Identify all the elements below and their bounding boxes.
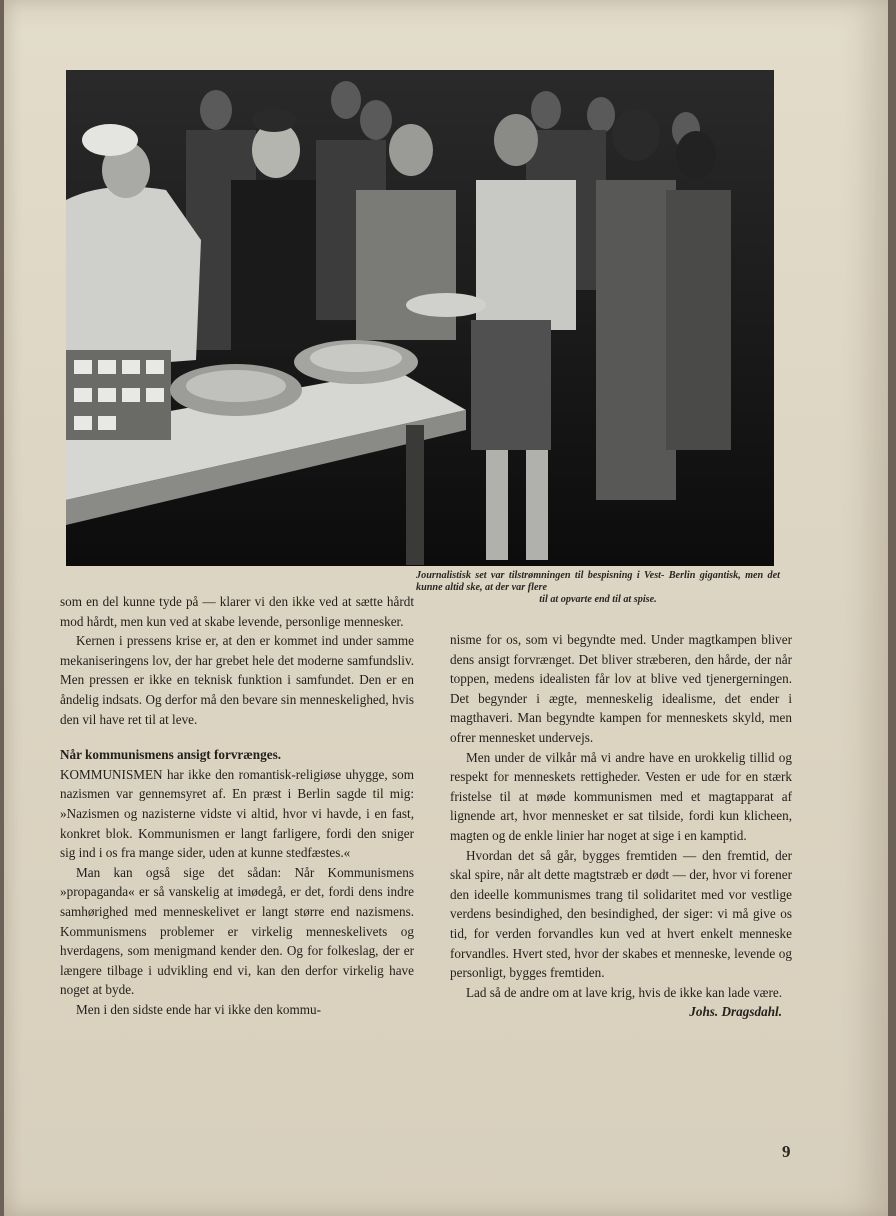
right-paragraph-4: Lad så de andre om at lave krig, hvis de ikke kan lade være.	[466, 984, 783, 1000]
left-paragraph-2: Kernen i pressens krise er, at den er kommet ind under samme mekaniseringens lov, der har grebet hele det moderne samfundsliv. Men pressen er ikke en teknisk funktion i samfundet. Den er en åndelig indsats. Og derfor må den bevare sin menneskelighed, hvis den vil have ret til at leve.	[60, 633, 414, 727]
caption-line-1: Journalistisk set var tilstrømningen til bespisning i Vest-	[416, 570, 665, 581]
caption-line-2: Berlin gigantisk, men det kunne altid ske, at der var flere	[416, 570, 781, 593]
right-column	[450, 630, 792, 1022]
signoff	[450, 1002, 792, 1022]
section-heading: Når kommunismens ansigt forvrænges.	[60, 747, 282, 763]
left-paragraph-4: Man kan også sige det sådan: Når Kommunismens »propaganda« er så vanskelig at imødegå, er det, fordi dens indre samhørighed med menneskelivet er langt større end nazismens. Kommunismens problemer er virkelig menneskelivets og hverdagens, som menigmand kender den. Og for folkeslag, der er længere tilbage i udvikling end vi, kan den derfor virkelig have noget at byde.	[60, 864, 414, 998]
page-number: 9	[782, 1142, 791, 1161]
right-paragraph-1: nisme for os, som vi begyndte med. Under magtkampen bliver dens ansigt forvrænget. Det bliver stræberen, den hårde, der når toppen, medens idealisten får lov at blive ved tjenergerningen. Det begynder i ægte, menneskelig idealisme, det ender i magthaveri. Man begyndte kampen for menneskets skyld, men ofrer mennesket undervejs.	[450, 632, 792, 745]
left-column	[60, 592, 414, 1019]
author-name: Johs. Dragsdahl.	[689, 1004, 782, 1020]
photo-caption	[416, 570, 780, 606]
caption-line-3: til at opvarte end til at spise.	[539, 594, 657, 605]
right-paragraph-3: Hvordan det så går, bygges fremtiden — den fremtid, der skal spire, når alt dette magtstræb er dødt — der, hvor vi forener den ideelle kommunismes trang til solidaritet med vor vestlige verdens besindighed, den besindighed, der siger: vi må give os tid, for verden forvandles kun ved at hvert enkelt menneske forvandles. Hvert sted, hvor der skabes et menneske, levende og personligt, bygges fremtiden.	[450, 847, 792, 981]
left-paragraph-1: som en del kunne tyde på — klarer vi den ikke ved at sætte hårdt mod hårdt, men kun ved at skabe levende, personlige mennesker.	[60, 594, 414, 629]
magazine-page	[4, 0, 888, 1216]
left-paragraph-3: KOMMUNISMEN har ikke den romantisk-religiøse uhygge, som nazismen var gennemsyret af. En præst i Berlin sagde til mig: »Nazismen og nazisterne vidste vi altid, hvor vi havde, i en fast, konkret blok. Kommunismen er langt farligere, fordi den sniger sig ind i os fra mange sider, uden at kunne stedfæstes.«	[60, 766, 414, 861]
photograph-food-serving	[66, 70, 774, 566]
photo-illustration	[66, 70, 774, 566]
left-paragraph-5: Men i den sidste ende har vi ikke den kommu-	[76, 1001, 322, 1017]
right-paragraph-2: Men under de vilkår må vi andre have en urokkelig tillid og respekt for menneskets rettigheder. Vesten er ude for en stærk fristelse til at møde kommunismen med et magtapparat af lignende art, hvor mennesket er sat tilside, fordi kun klicheen, magten og de enkle linier har noget at sige i en kamptid.	[450, 749, 792, 843]
